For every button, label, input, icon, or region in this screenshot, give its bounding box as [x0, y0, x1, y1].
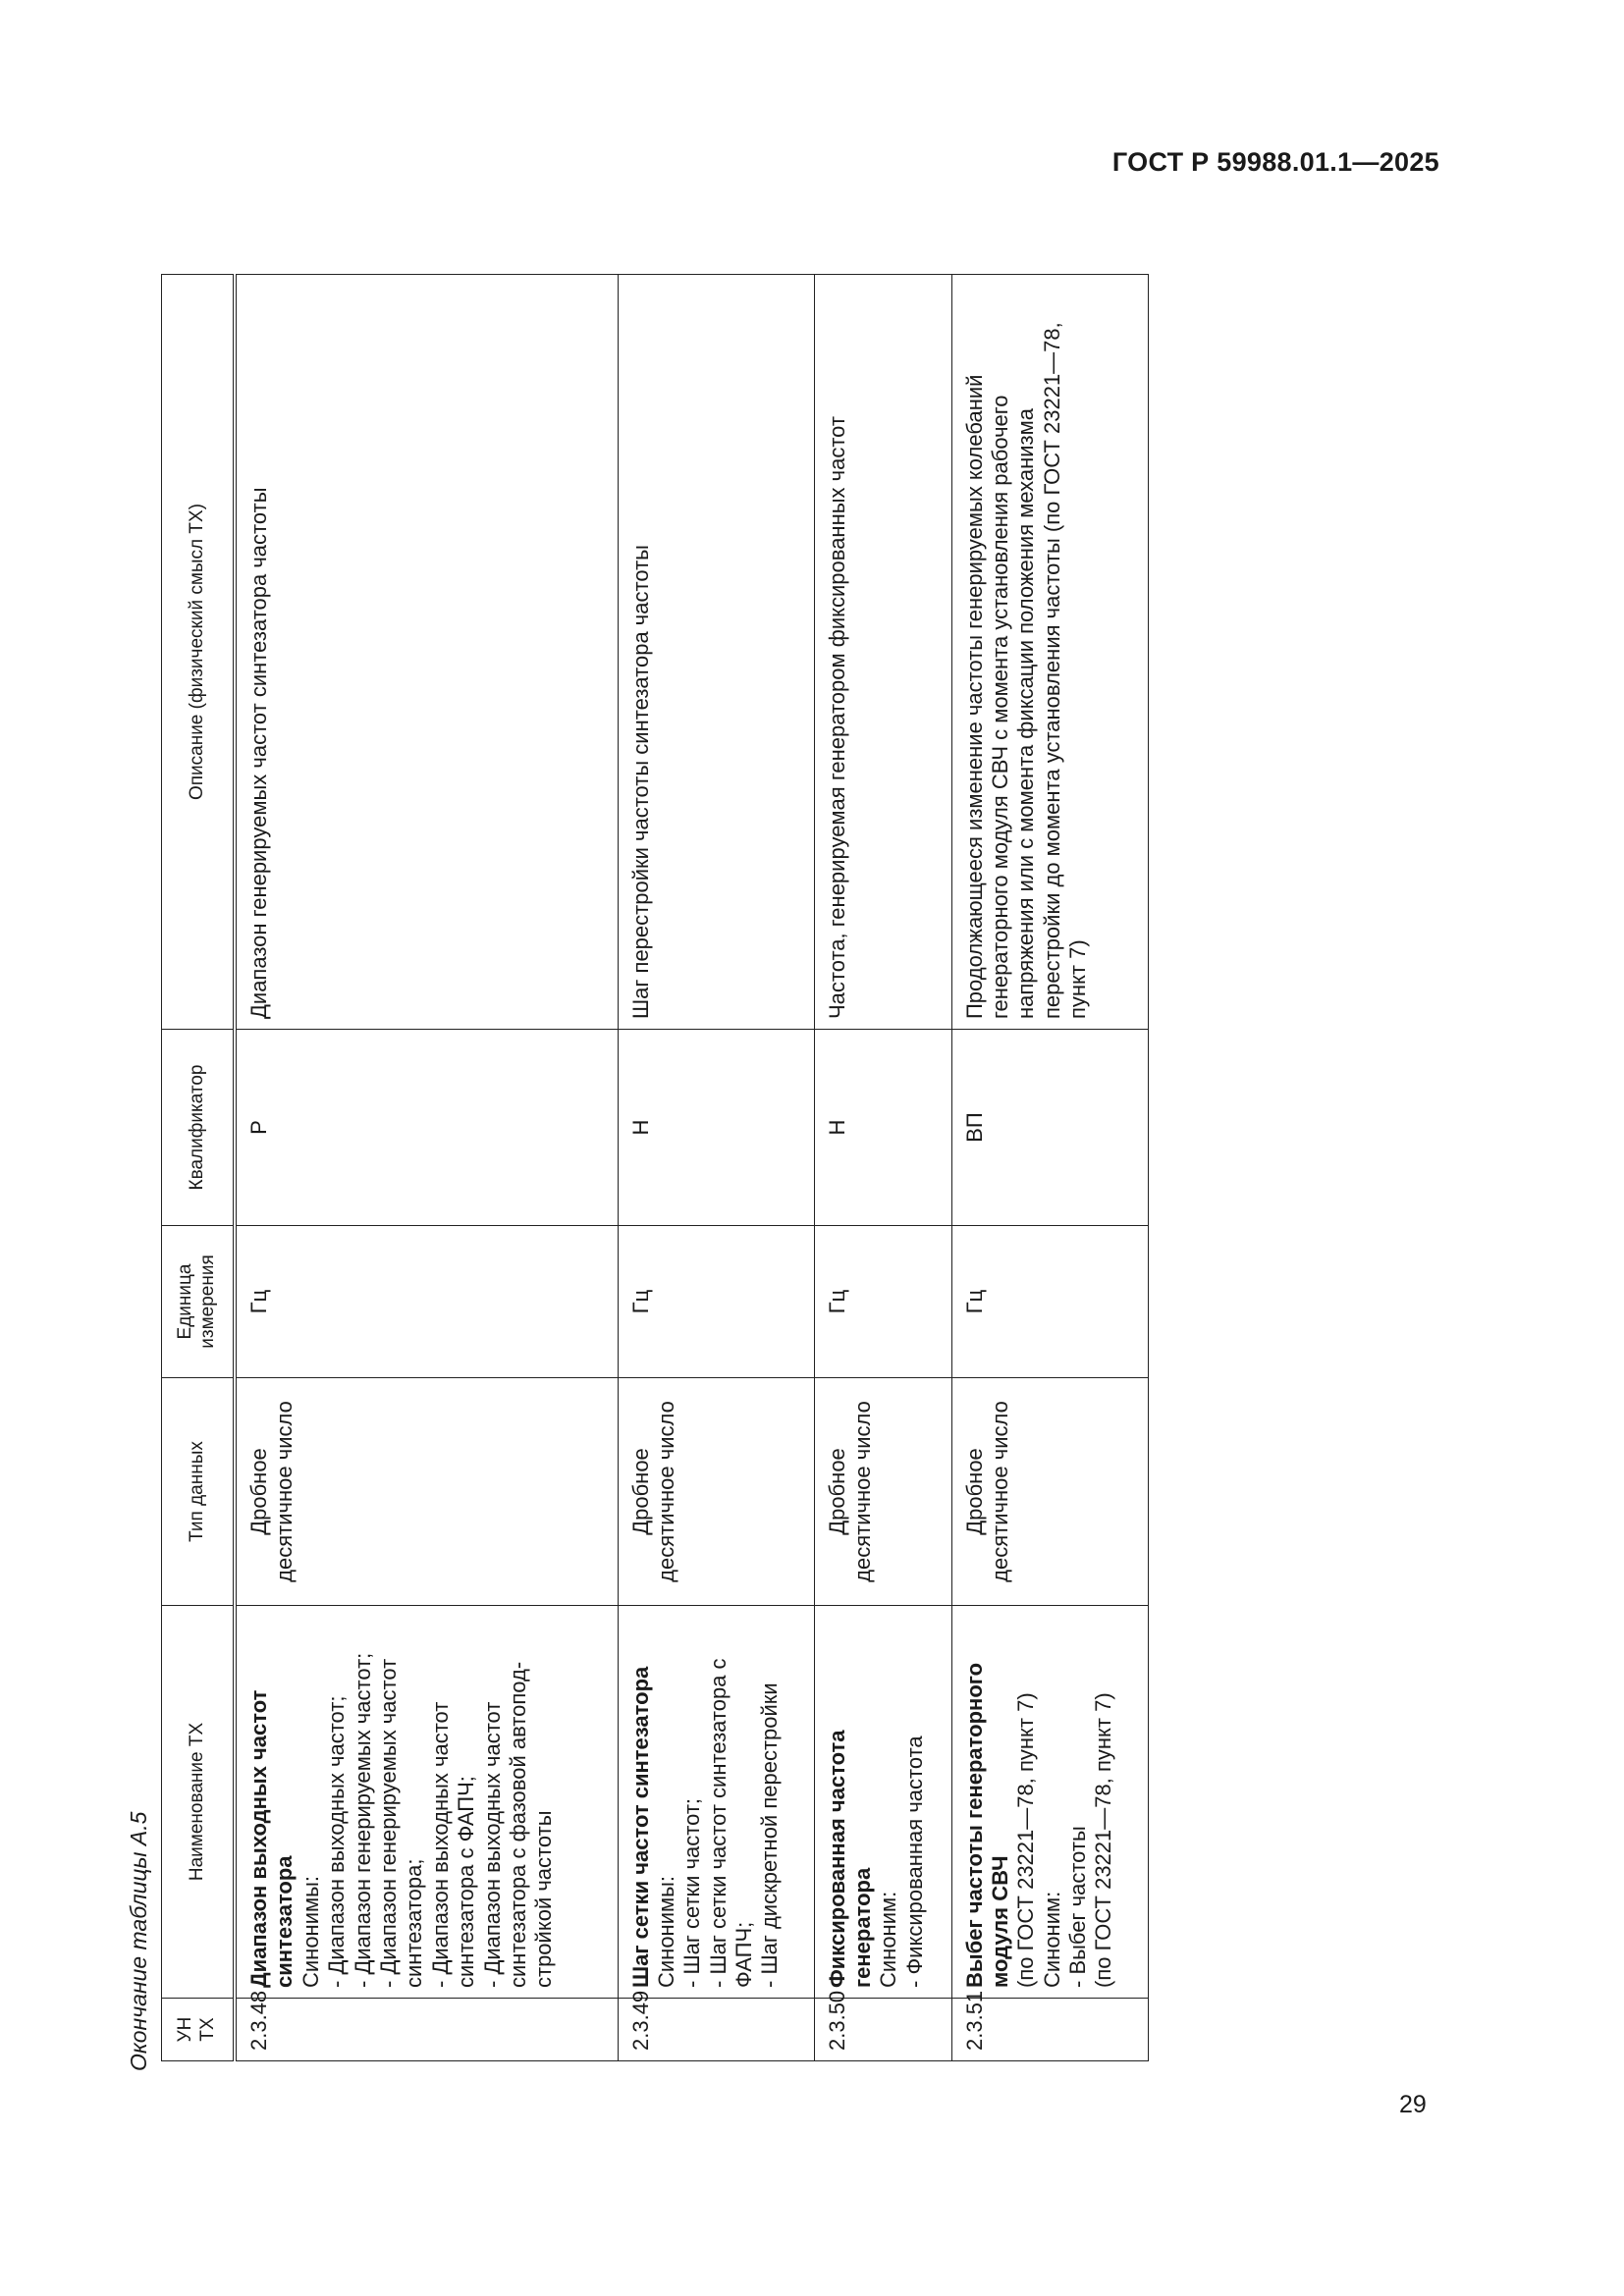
name-line: - Диапазон выходных частот;: [324, 1695, 350, 1988]
name-line: - Шаг сетки частот;: [679, 1797, 705, 1988]
table-row: [235, 275, 618, 2061]
name-line: - Диапазон генерируемых частот синтезатора;: [375, 1658, 427, 1988]
cell-qualifier: Н: [618, 1030, 814, 1226]
document-code: ГОСТ Р 59988.01.1—2025: [1111, 147, 1439, 177]
cell-unit: Гц: [814, 1226, 951, 1378]
header-id: УН ТХ: [162, 1999, 236, 2061]
header-type: Тип данных: [162, 1378, 236, 1606]
cell-name: [618, 1606, 814, 1999]
cell-type: Дробное десятичное число: [951, 1378, 1148, 1606]
cell-qualifier: Н: [814, 1030, 951, 1226]
cell-type: Дробное десятичное число: [814, 1378, 951, 1606]
cell-id: 2.3.48: [235, 1999, 618, 2061]
name-line: (по ГОСТ 23221—78, пункт 7): [1013, 1692, 1039, 1988]
cell-id: 2.3.50: [814, 1999, 951, 2061]
table-caption: Окончание таблицы А.5: [126, 1811, 151, 2071]
cell-unit: Гц: [618, 1226, 814, 1378]
cell-qualifier: Р: [235, 1030, 618, 1226]
cell-type: Дробное десятичное число: [618, 1378, 814, 1606]
name-line: - Диапазон выходных частот синтезатора с ФАПЧ;: [427, 1701, 479, 1988]
name-line: - Выбег частоты: [1065, 1826, 1091, 1988]
cell-name: [235, 1606, 618, 1999]
name-line: - Фиксированная частота: [901, 1735, 927, 1988]
header-unit: [162, 1226, 236, 1378]
cell-type: Дробное десятичное число: [235, 1378, 618, 1606]
header-name: Наименование ТХ: [162, 1606, 236, 1999]
cell-id: 2.3.51: [951, 1999, 1148, 2061]
name-title: Фиксированная частота генератора: [824, 1730, 875, 1988]
name-title: Диапазон выходных частот синтезатора: [246, 1689, 298, 1988]
table-row: [814, 275, 951, 2061]
name-line: - Шаг дискретной перестройки: [757, 1682, 783, 1988]
header-description: Описание (физический смысл ТХ): [162, 275, 236, 1030]
name-line: - Диапазон выходных частот синтезатора с фазовой автопод-стройкой частоты: [479, 1661, 557, 1988]
name-line: - Шаг сетки частот синтезатора с ФАПЧ;: [705, 1658, 757, 1988]
name-line: (по ГОСТ 23221—78, пункт 7): [1091, 1692, 1116, 1988]
cell-unit: Гц: [951, 1226, 1148, 1378]
cell-description: Частота, генерируемая генератором фиксированных частот: [814, 275, 951, 1030]
name-line: Синоним:: [876, 1891, 901, 1988]
cell-name: [951, 1606, 1148, 1999]
name-line: Синонимы:: [653, 1875, 678, 1988]
header-qualifier: Квалификатор: [162, 1030, 236, 1226]
cell-description: Шаг перестройки частоты синтезатора частоты: [618, 275, 814, 1030]
table-row: [951, 275, 1148, 2061]
table-row: [618, 275, 814, 2061]
name-title: Шаг сетки частот синтезатора: [627, 1666, 653, 1988]
rotated-table-region: [118, 231, 1149, 2071]
cell-name: [814, 1606, 951, 1999]
name-line: Синоним:: [1039, 1891, 1064, 1988]
name-title: Выбег частоты генераторного модуля СВЧ: [961, 1662, 1012, 1988]
header-unit-line-2: измерения: [197, 1255, 218, 1349]
cell-description: Диапазон генерируемых частот синтезатора частоты: [235, 275, 618, 1030]
name-line: Синонимы:: [298, 1875, 323, 1988]
name-line: - Диапазон генерируемых частот;: [350, 1652, 375, 1988]
cell-qualifier: ВП: [951, 1030, 1148, 1226]
table-header-row: [162, 275, 236, 2061]
cell-unit: Гц: [235, 1226, 618, 1378]
page-number: 29: [1399, 2091, 1427, 2118]
cell-id: 2.3.49: [618, 1999, 814, 2061]
cell-description: Продолжающееся изменение частоты генерируемых колебаний генераторного модуля СВЧ с момента установления рабочего напряжения или с момента фиксации положения механизма перестройки до момента установления частоты (по ГОСТ 23221—78, пункт 7): [951, 275, 1148, 1030]
characteristics-table: [161, 274, 1149, 2061]
header-unit-line-1: Единица: [175, 1263, 196, 1340]
